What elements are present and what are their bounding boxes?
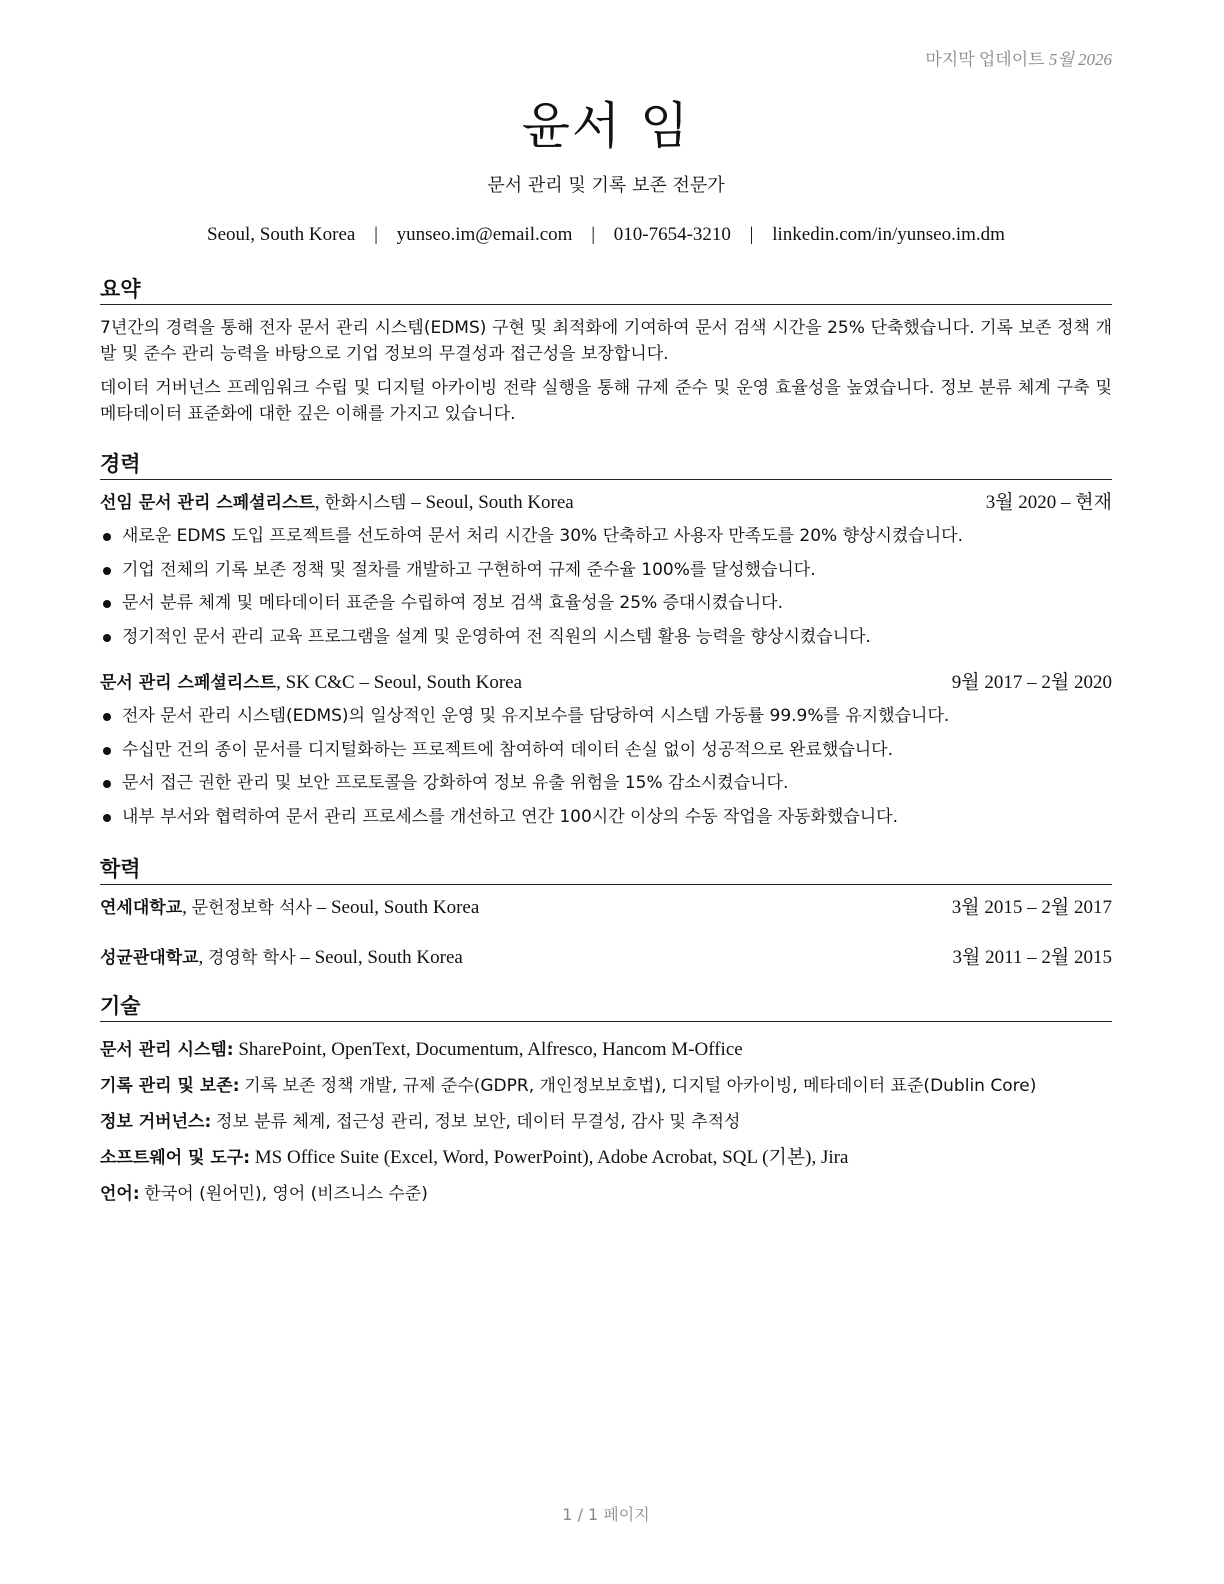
page-number: 1 / 1 페이지 <box>562 1505 650 1524</box>
job-bullet: 기업 전체의 기록 보존 정책 및 절차를 개발하고 구현하여 규제 준수율 100%를 달성했습니다. <box>100 554 1112 588</box>
education-location: Seoul, South Korea <box>314 947 463 968</box>
contact-phone: 010-7654-3210 <box>613 224 731 245</box>
job-location: Seoul, South Korea <box>373 672 523 693</box>
job-dates: 9월 2017 – 2월 2020 <box>951 672 1112 693</box>
job-bullet: 문서 접근 권한 관리 및 보안 프로토콜을 강화하여 정보 유출 위험을 15% 감소시켰습니다. <box>100 767 1112 801</box>
education-degree: 경영학 학사 <box>208 948 296 968</box>
skill-value: MS Office Suite (Excel, Word, PowerPoint), Adobe Acrobat, SQL (기본), Jira <box>254 1147 849 1168</box>
skill-value: 정보 분류 체계, 접근성 관리, 정보 보안, 데이터 무결성, 감사 및 추적성 <box>216 1112 741 1132</box>
section-title-education: 학력 <box>100 856 1112 885</box>
section-title-summary: 요약 <box>100 276 1112 305</box>
summary-section <box>100 276 1112 435</box>
skill-value: 한국어 (원어민), 영어 (비즈니스 수준) <box>144 1184 428 1204</box>
section-title-experience: 경력 <box>100 451 1112 480</box>
education-degree: 문헌정보학 석사 <box>191 898 312 918</box>
job-header: 문서 관리 스페셜리스트, SK C&C – Seoul, South Korea 9월 2017 – 2월 2020 <box>100 670 1112 696</box>
last-updated-date: 5월 2026 <box>1048 50 1112 69</box>
section-title-skills: 기술 <box>100 993 1112 1022</box>
skill-row <box>100 1176 1112 1212</box>
education-dates: 3월 2015 – 2월 2017 <box>951 897 1112 918</box>
skill-label: 문서 관리 시스템: <box>100 1040 234 1060</box>
education-school: 성균관대학교 <box>100 948 199 968</box>
last-updated <box>925 45 1112 70</box>
skill-value: SharePoint, OpenText, Documentum, Alfresco, Hancom M-Office <box>238 1039 743 1060</box>
skill-label: 정보 거버넌스: <box>100 1112 212 1132</box>
education-entry: 성균관대학교, 경영학 학사 – Seoul, South Korea 3월 2011 – 2월 2015 <box>100 945 1112 971</box>
skill-label: 소프트웨어 및 도구: <box>100 1148 251 1168</box>
summary-paragraph: 데이터 거버넌스 프레임워크 수립 및 디지털 아카이빙 전략 실행을 통해 규제 준수 및 운영 효율성을 높였습니다. 정보 분류 체계 구축 및 메타데이터 표준화에 대한 깊은 이해를 가지고 있습니다. <box>100 378 1112 424</box>
experience-section <box>100 451 1112 834</box>
skills-section <box>100 993 1112 1212</box>
job-bullet: 문서 분류 체계 및 메타데이터 표준을 수립하여 정보 검색 효율성을 25% 증대시켰습니다. <box>100 587 1112 621</box>
skill-label: 기록 관리 및 보존: <box>100 1076 240 1096</box>
job-bullet: 정기적인 문서 관리 교육 프로그램을 설계 및 운영하여 전 직원의 시스템 활용 능력을 향상시켰습니다. <box>100 621 1112 655</box>
education-location: Seoul, South Korea <box>330 897 480 918</box>
candidate-name: 윤서 임 <box>521 97 691 155</box>
candidate-title: 문서 관리 및 기록 보존 전문가 <box>487 175 725 196</box>
job-role: 선임 문서 관리 스페셜리스트 <box>100 493 315 513</box>
job-header: 선임 문서 관리 스페셜리스트, 한화시스템 – Seoul, South Korea 3월 2020 – 현재 <box>100 490 1112 516</box>
contact-linkedin[interactable]: linkedin.com/in/yunseo.im.dm <box>772 224 1005 245</box>
contact-location: Seoul, South Korea <box>207 224 356 245</box>
contact-separator: | <box>749 224 754 245</box>
contact-email[interactable]: yunseo.im@email.com <box>396 224 573 245</box>
job-entry <box>100 490 1112 654</box>
resume-page <box>100 0 1112 1584</box>
job-bullet: 내부 부서와 협력하여 문서 관리 프로세스를 개선하고 연간 100시간 이상의 수동 작업을 자동화했습니다. <box>100 801 1112 835</box>
skill-row <box>100 1068 1112 1104</box>
education-entry: 연세대학교, 문헌정보학 석사 – Seoul, South Korea 3월 2015 – 2월 2017 <box>100 895 1112 921</box>
contact-line <box>100 224 1112 246</box>
education-dates: 3월 2011 – 2월 2015 <box>952 947 1112 968</box>
job-entry <box>100 670 1112 834</box>
contact-separator: | <box>374 224 378 245</box>
job-bullet: 전자 문서 관리 시스템(EDMS)의 일상적인 운영 및 유지보수를 담당하여 시스템 가동률 99.9%를 유지했습니다. <box>100 700 1112 734</box>
job-dates: 3월 2020 – 현재 <box>985 492 1112 513</box>
job-bullets <box>100 520 1112 654</box>
skill-label: 언어: <box>100 1184 140 1204</box>
skill-row <box>100 1140 1112 1176</box>
job-bullet: 수십만 건의 종이 문서를 디지털화하는 프로젝트에 참여하여 데이터 손실 없이 성공적으로 완료했습니다. <box>100 734 1112 768</box>
job-bullets <box>100 700 1112 834</box>
last-updated-label: 마지막 업데이트 <box>925 50 1045 69</box>
skill-value: 기록 보존 정책 개발, 규제 준수(GDPR, 개인정보보호법), 디지털 아카이빙, 메타데이터 표준(Dublin Core) <box>244 1076 1037 1096</box>
summary-paragraph: 7년간의 경력을 통해 전자 문서 관리 시스템(EDMS) 구현 및 최적화에 기여하여 문서 검색 시간을 25% 단축했습니다. 기록 보존 정책 개발 및 준수 관리 능력을 바탕으로 기업 정보의 무결성과 접근성을 보장합니다. <box>100 318 1112 364</box>
job-role: 문서 관리 스페셜리스트 <box>100 673 277 693</box>
job-company: SK C&C <box>285 672 355 693</box>
skill-row <box>100 1104 1112 1140</box>
contact-separator: | <box>591 224 595 245</box>
job-location: Seoul, South Korea <box>425 492 574 513</box>
job-company: 한화시스템 <box>324 493 407 513</box>
skill-row <box>100 1032 1112 1068</box>
education-section <box>100 856 1112 971</box>
education-school: 연세대학교 <box>100 898 183 918</box>
job-bullet: 새로운 EDMS 도입 프로젝트를 선도하여 문서 처리 시간을 30% 단축하고 사용자 만족도를 20% 향상시켰습니다. <box>100 520 1112 554</box>
